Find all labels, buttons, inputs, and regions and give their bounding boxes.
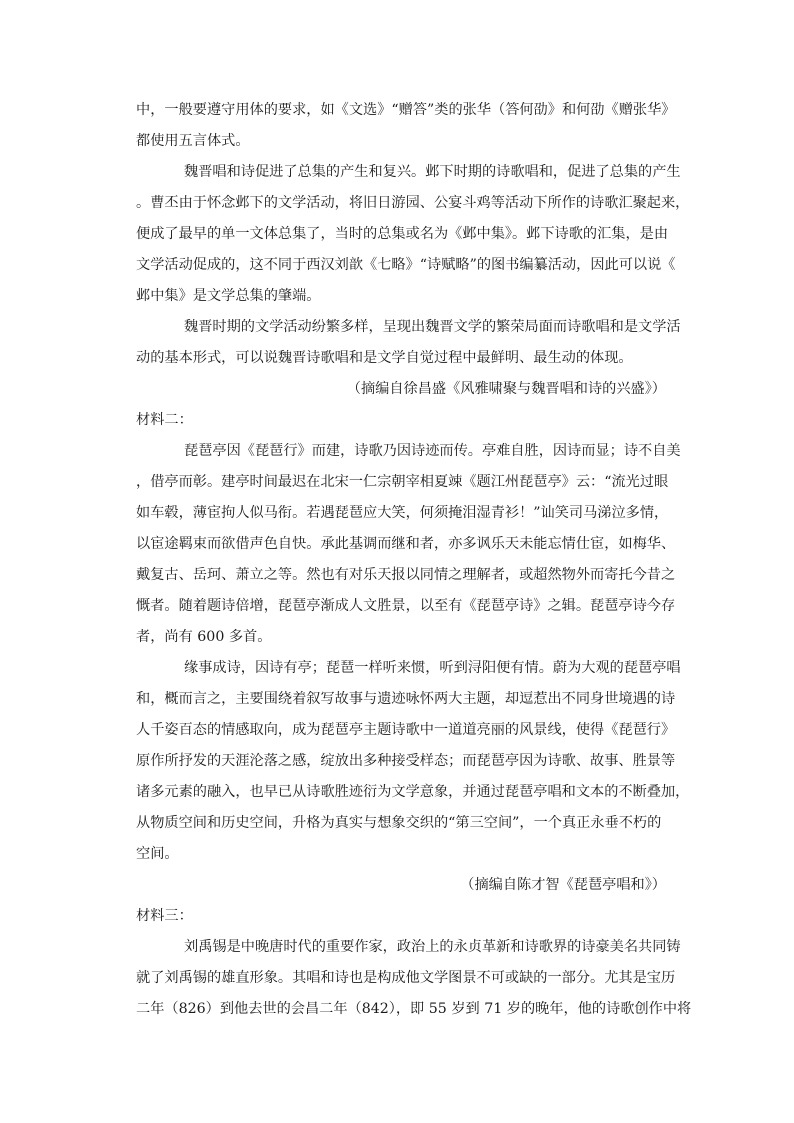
paragraph-start-line: 缘事成诗，因诗有亭；琵琶一样听来惯，听到浔阳便有情。蔚为大观的琵琶亭唱 [184,660,681,676]
text-line: 。曹丕由于怀念邺下的文学活动，将旧日游园、公宴斗鸡等活动下所作的诗歌汇聚起来， [136,195,690,211]
text-line: 动的基本形式，可以说魏晋诗歌唱和是文学自觉过程中最鲜明、最生动的体现。 [136,350,633,366]
text-line: 和，概而言之，主要围绕着叙写故事与遗迹咏怀两大主题，却逗惹出不同身世境遇的诗 [136,691,676,707]
paragraph-start-line: 魏晋唱和诗促进了总集的产生和复兴。邺下时期的诗歌唱和，促进了总集的产生 [184,164,681,180]
text-line: ，借亭而彰。建亭时间最迟在北宋一仁宗朝宰相夏竦《题江州琵琶亭》云：“流光过眼 [136,474,669,490]
material-heading: 材料二： [136,412,193,428]
text-line: 就了刘禹锡的雄直形象。其唱和诗也是构成他文学图景不可或缺的一部分。尤其是宝历 [136,970,676,986]
text-line: 都使用五言体式。 [136,133,250,149]
text-line: 原作所抒发的天涯沦落之感，绽放出多种接受样态；而琵琶亭因为诗歌、故事、胜景等 [136,753,676,769]
text-line: 如车毂，薄宦拘人似马衔。若遇琵琶应大笑，何须掩泪湿青衫！”讪笑司马涕泣多情， [136,505,669,521]
text-line: 便成了最早的单一文体总集了，当时的总集或名为《邺中集》。邺下诗歌的汇集，是由 [136,226,669,242]
paragraph-start-line: 魏晋时期的文学活动纷繁多样，呈现出魏晋文学的繁荣局面而诗歌唱和是文学活 [184,319,681,335]
text-line: 中，一般要遵守用体的要求，如《文选》“赠答”类的张华（答何劭》和何劭《赠张华》 [136,102,676,118]
text-line: 空间。 [136,846,179,862]
text-line: 文学活动促成的，这不同于西汉刘歆《七略》“诗赋略”的图书编纂活动，因此可以说《 [136,257,676,273]
text-line: 人千姿百态的情感取向，成为琵琶亭主题诗歌中一道道亮丽的风景线，使得《琵琶行》 [136,722,676,738]
paragraph-start-line: 刘禹锡是中晚唐时代的重要作家，政治上的永贞革新和诗歌界的诗豪美名共同铸 [184,939,681,955]
text-line: 慨者。随着题诗倍增，琵琶亭渐成人文胜景，以至有《琵琶亭诗》之辑。琵琶亭诗今存 [136,598,676,614]
document-body [136,95,692,1025]
text-line: 诸多元素的融入，也早已从诗歌胜迹衍为文学意象，并通过琵琶亭唱和文本的不断叠加， [136,784,690,800]
text-line: 戴复古、岳珂、萧立之等。然也有对乐天报以同情之理解者，或超然物外而寄托今昔之 [136,567,676,583]
text-line: 邺中集》是文学总集的肇端。 [136,288,321,304]
source-citation: （摘编自陈才智《琵琶亭唱和》） [460,877,666,893]
text-line: 者，尚有 600 多首。 [136,629,272,645]
material-heading: 材料三： [136,908,193,924]
text-line: 以宦途羁束而欲借声色自快。承此基调而继和者，亦多讽乐天未能忘情仕宦，如梅华、 [136,536,676,552]
source-citation: （摘编自徐昌盛《风雅啸聚与魏晋唱和诗的兴盛》） [346,381,666,397]
text-line: 二年（826）到他去世的会昌二年（842），即 55 岁到 71 岁的晚年，他的诗歌创作中将 [136,1001,692,1017]
text-line: 从物质空间和历史空间，升格为真实与想象交织的“第三空间”，一个真正永垂不朽的 [136,815,662,831]
paragraph-start-line: 琵琶亭因《琵琶行》而建，诗歌乃因诗迹而传。亭难自胜，因诗而显；诗不自美 [184,443,681,459]
